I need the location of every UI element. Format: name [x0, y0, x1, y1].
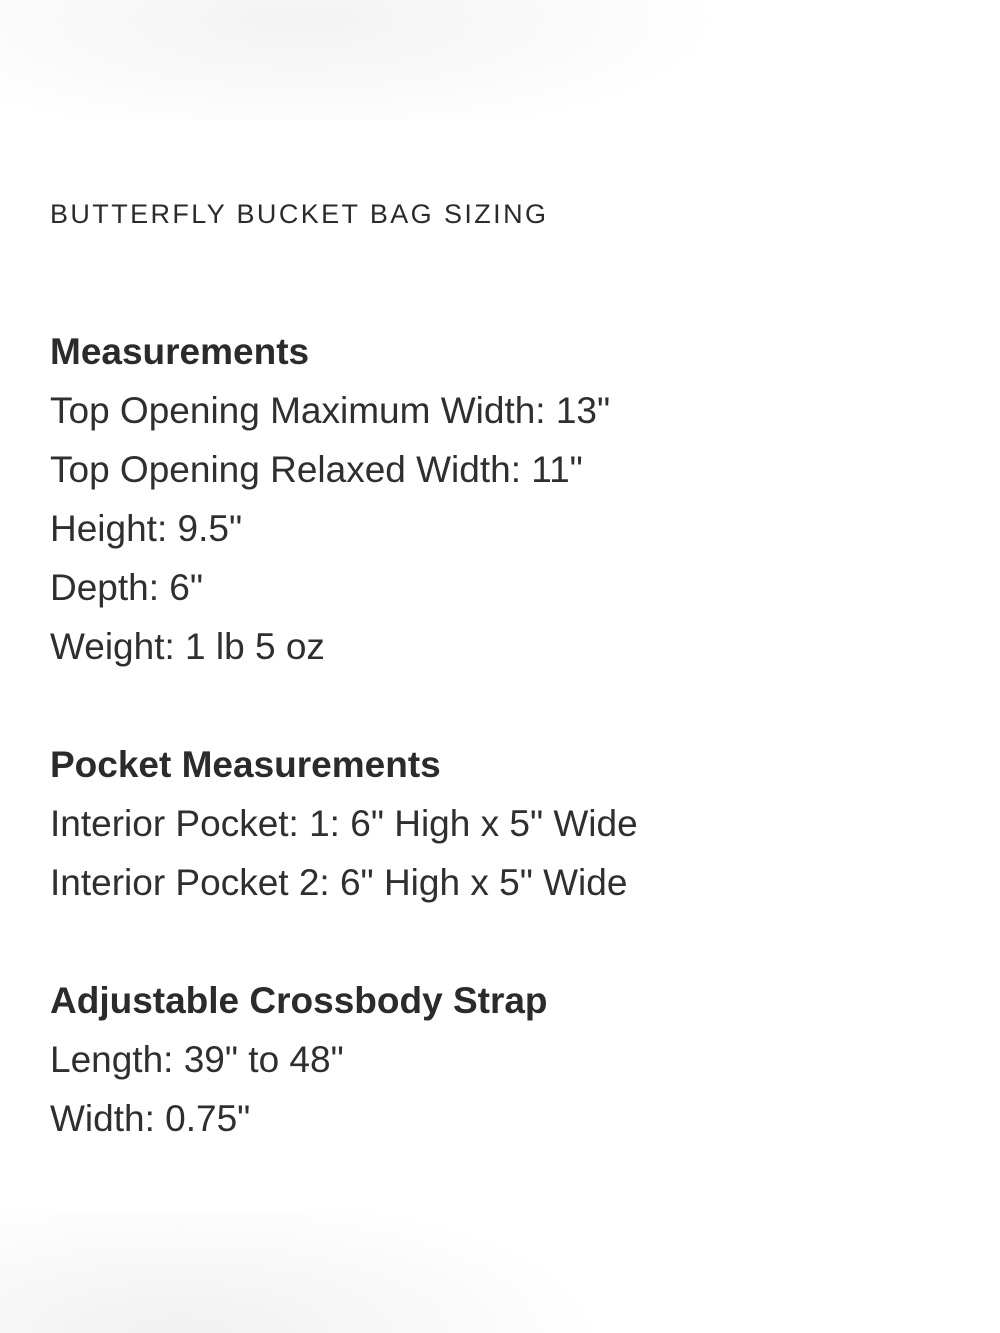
measurements-section [50, 322, 950, 676]
spec-line: Height: 9.5" [50, 508, 243, 549]
spec-line: Top Opening Maximum Width: 13" [50, 390, 611, 431]
page-title: BUTTERFLY BUCKET BAG SIZING [50, 199, 549, 229]
spec-line: Top Opening Relaxed Width: 11" [50, 449, 583, 490]
pocket-measurements-section [50, 735, 950, 912]
spec-line: Interior Pocket: 1: 6" High x 5" Wide [50, 803, 638, 844]
spec-line: Depth: 6" [50, 567, 204, 608]
strap-section [50, 971, 950, 1148]
section-heading: Adjustable Crossbody Strap [50, 980, 548, 1021]
spec-line: Width: 0.75" [50, 1098, 251, 1139]
top-image-fade [0, 0, 1000, 120]
spec-line: Length: 39" to 48" [50, 1039, 344, 1080]
spec-line: Weight: 1 lb 5 oz [50, 626, 325, 667]
section-heading: Pocket Measurements [50, 744, 441, 785]
spec-line: Interior Pocket 2: 6" High x 5" Wide [50, 862, 628, 903]
bottom-image-fade [0, 1212, 1000, 1333]
section-heading: Measurements [50, 331, 310, 372]
sizing-content [50, 196, 950, 1148]
